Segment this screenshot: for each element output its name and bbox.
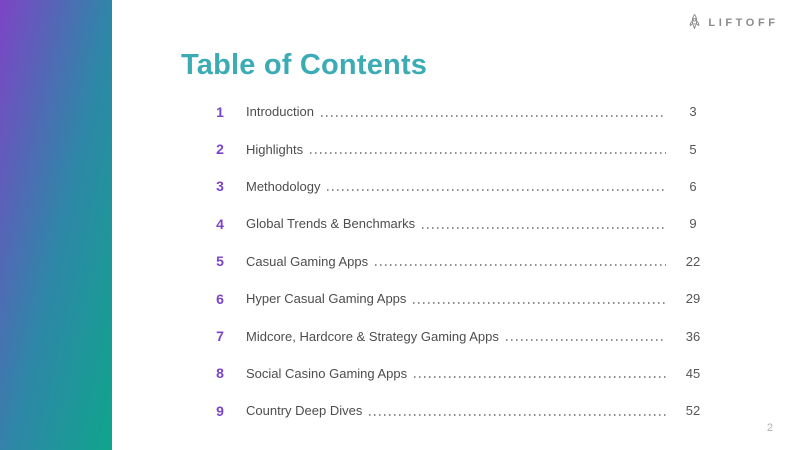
toc-item-number: 1 (216, 103, 224, 120)
rocket-icon (688, 13, 701, 33)
page-title: Table of Contents (181, 49, 428, 81)
toc-item-label: Country Deep Dives (246, 403, 363, 419)
toc-row-highlights[interactable] (210, 130, 707, 167)
toc-row-country-deep-dives[interactable] (210, 392, 707, 429)
dot-leader (310, 152, 666, 154)
toc-item-page: 52 (685, 403, 701, 419)
toc-item-label: Social Casino Gaming Apps (246, 365, 408, 381)
toc-item-label: Global Trends & Benchmarks (246, 216, 416, 232)
dot-leader (369, 414, 666, 416)
toc-item-number: 9 (216, 402, 224, 419)
toc-item-label: Methodology (246, 178, 321, 194)
dot-leader (414, 376, 666, 378)
brand-name: LIFTOFF (708, 17, 779, 29)
toc-item-page: 9 (689, 216, 697, 232)
toc-item-label: Hyper Casual Gaming Apps (246, 291, 407, 307)
toc-row-hyper-casual-gaming[interactable] (210, 280, 707, 317)
toc-item-number: 2 (216, 141, 224, 158)
dot-leader (422, 227, 666, 229)
toc-item-number: 3 (216, 178, 224, 195)
toc-item-label: Midcore, Hardcore & Strategy Gaming Apps (246, 328, 499, 344)
toc-item-number: 6 (216, 290, 224, 307)
liftoff-logo (688, 13, 779, 33)
toc-row-introduction[interactable] (210, 93, 707, 130)
toc-row-methodology[interactable] (210, 168, 707, 205)
dot-leader (375, 264, 666, 266)
toc-row-global-trends[interactable] (210, 205, 707, 242)
toc-list (210, 93, 707, 430)
dot-leader (413, 302, 666, 304)
toc-item-page: 29 (685, 291, 701, 307)
toc-item-number: 4 (216, 215, 224, 232)
toc-item-page: 6 (689, 178, 697, 194)
dot-leader (327, 189, 666, 191)
toc-item-label: Introduction (246, 104, 314, 120)
toc-item-page: 5 (689, 141, 697, 157)
toc-item-page: 3 (689, 104, 697, 120)
toc-item-page: 45 (685, 365, 701, 381)
dot-leader (506, 339, 666, 341)
toc-row-social-casino[interactable] (210, 355, 707, 392)
toc-item-label: Highlights (246, 141, 304, 157)
slide-page-number: 2 (766, 422, 773, 434)
dot-leader (321, 115, 666, 117)
toc-item-number: 8 (216, 365, 224, 382)
toc-row-midcore-hardcore-strategy[interactable] (210, 317, 707, 354)
toc-item-page: 36 (685, 328, 701, 344)
toc-item-label: Casual Gaming Apps (246, 253, 369, 269)
gradient-sidebar (0, 0, 112, 450)
toc-item-page: 22 (685, 253, 701, 269)
toc-row-casual-gaming[interactable] (210, 243, 707, 280)
toc-item-number: 7 (216, 328, 224, 345)
toc-item-number: 5 (216, 253, 224, 270)
